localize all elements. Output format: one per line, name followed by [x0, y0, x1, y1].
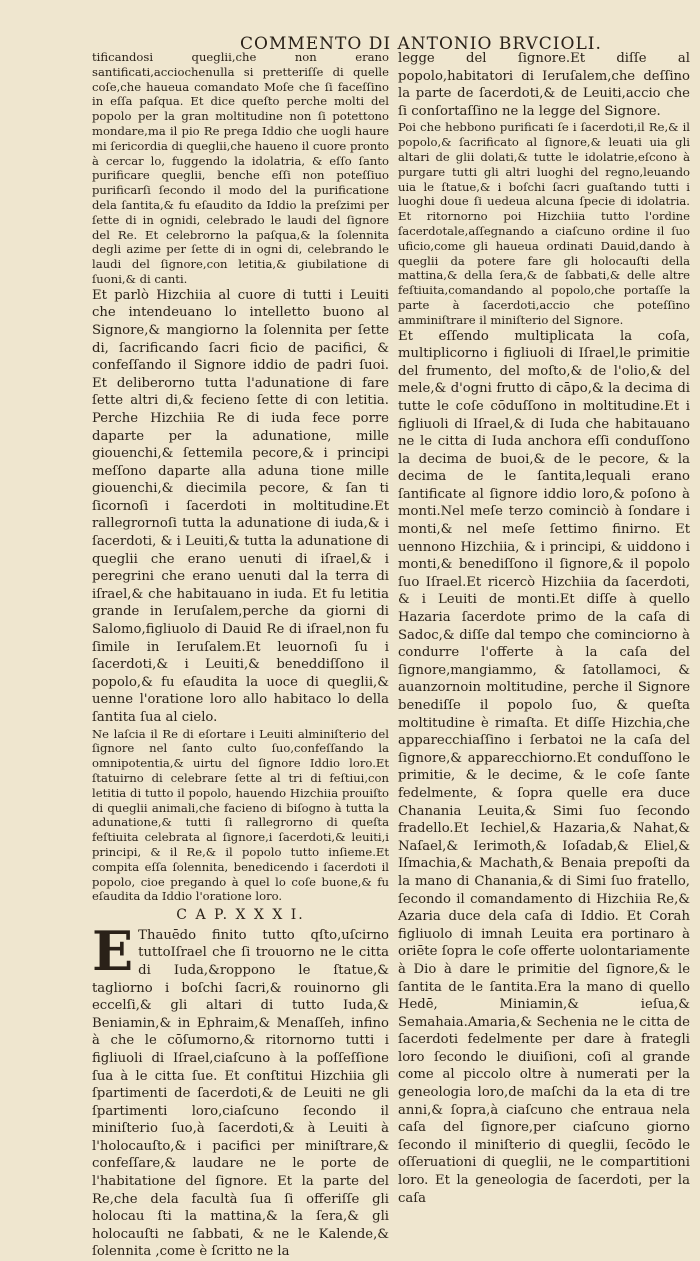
commentary-paragraph: tificandosi queglii,che non erano santificati,acciochenulla si pretteriſſe di quelle coſe,che haueua comandato Moſe che ſi faceſſino in eſſa paſqua. Et dice queſto perche molti del popolo per la gran moltitudine non ſi potettono mondare,ma il pio Re prega Iddio che uogli haure mi ſericordia di queglii,che haueno il cuore pronto à cercar lo, fuggendo la idolatria, & eſſo ſanto purificare queglii, benche eſſi non poteſſiuo purificarſi ſecondo il modo del la purificatione dela ſantita,& fu eſaudito da Iddio la preſzimi per ſette di in ognidi, celebrado le laudi del ſignore del Re. Et celebrorno la paſqua,& la ſolennita degli azime per ſette di in ogni di, celebrando le laudi del ſignore,con letitia,& giubilatione di ſuoni,& di canti. [92, 50, 389, 286]
chapter-heading: C A P. X X X I. [176, 907, 305, 924]
commentary-paragraph: Poi che hebbono purificati ſe i ſacerdoti,il Re,& il popolo,& ſacrificato al ſignore,& leuati uia gli altari de glii dolati,& tutte le idolatrie,eſcono à purgare tutti gli altri luoghi del regno,leuando uia le ſtatue,& i boſchi ſacri guaſtando tutti i luoghi doue ſi uedeua alcuna ſpecie di idolatria. Et ritornorno poi Hizchiia tutto l'ordine ſacerdotale,aſſegnando a ciaſcuno ordine il ſuo uficio,come gli haueua ordinati Dauid,dando à queglii da potere fare gli holocauſti della mattina,& della ſera,& de ſabbati,& delle altre feſtiuita,comandando al popolo,che portaſſe la parte à ſacerdoti,accio che poteſſino amminiſtrare il miniſterio del Signore. [398, 120, 690, 327]
scripture-paragraph: Et parlò Hizchiia al cuore di tutti i Leuiti che intendeuano lo intelletto buono al Signore,& mangiorno la ſolennita per ſette di, ſacrificando ſacri ficio de pacifici, & confeſſando il Signore iddio de padri ſuoi. Et deliberorno tutta l'adunatione di fare ſette altri di,& fecieno ſette di con letitia. Perche Hizchiia Re di iuda fece porre daparte per la adunatione, mille giouenchi,& ſettemila pecore,& i principi meſſono daparte alla aduna tione mille giouenchi,& diecimila pecore, & ſan ti ſicornoſi i ſacerdoti in moltitudine.Et rallegrornoſi tutta la adunatione di iuda,& i ſacerdoti, & i Leuiti,& tutta la adunatione di queglii che erano uenuti di iſrael,& i peregrini che erano uenuti dal la terra di iſrael,& che habitauano in iuda. Et fu letitia grande in Ieruſalem,perche da giorni di Salomo,figliuolo di Dauid Re di iſrael,non fu ſimile in Ieruſalem.Et leuornoſi ſu i ſacerdoti,& i Leuiti,& beneddiſſono il popolo,& fu eſaudita la uoce di queglii,& uenne l'oratione loro allo habitaco lo della ſantita ſua al cielo. [92, 287, 389, 725]
drop-capital: E [92, 918, 134, 983]
chapter-text: Thauēdo finito tutto qſto,uſcirno tuttoIſrael che ſi trouorno ne le citta di Iuda,&roppono le ſtatue,& tagliorno i boſchi ſacri,& rouinorno gli eccelſi,& gli altari di tutto Iuda,& Beniamin,& in Ephraim,& Menaſſeh, infino à che le cōſumorno,& ritornorno tutti i figliuoli di Iſrael,ciaſcuno à la poſſeſſione ſua à le citta ſue. Et conſtitui Hizchiia gli ſpartimenti de ſacerdoti,& de Leuiti ne gli ſpartimenti loro,ciaſcuno ſecondo il miniſterio ſuo,à ſacerdoti,& à Leuiti à l'holocauſto,& i pacifici per miniſtrare,& confeſſare,& laudare ne le porte de l'habitatione del ſignore. Et la parte del Re,che dela facultà ſua ſi offeriſſe gli holocau ſti la mattina,& la ſera,& gli holocauſti ne ſabbati, & ne le Kalende,& ſolennita ,come è ſcritto ne la [92, 927, 389, 1260]
left-column [92, 50, 389, 1261]
running-header: COMMENTO DI ANTONIO BRVCIOLI. [240, 34, 602, 54]
commentary-paragraph: Ne laſcia il Re di eſortare i Leuiti alminiſterio del ſignore nel ſanto culto ſuo,confeſſando la omnipotentia,& uirtu del ſignore Iddio loro.Et ſtatuirno di celebrare ſette al tri di feſtiui,con letitia di tutto il popolo, hauendo Hizchiia prouiſto di queglii animali,che facieno di biſogno à tutta la adunatione,& tutti ſi rallegrorno di queſta feſtiuita celebrata al ſignore,i ſacerdoti,& leuiti,i principi, & il Re,& il popolo tutto inſieme.Et compita eſſa ſolennita, benedicendo i ſacerdoti il popolo, cioe pregando à quel lo coſe buone,& fu eſaudita da Iddio l'oratione loro. [92, 726, 389, 904]
right-column [398, 50, 690, 1207]
scripture-paragraph: Et eſſendo multiplicata la coſa, multiplicorno i figliuoli di Iſrael,le primitie del frumento, del moſto,& de l'olio,& del mele,& d'ogni frutto di cāpo,& la decima di tutte le coſe cōduſſono in moltitudine.Et i figliuoli di Iſrael,& di Iuda che habitauano ne le citta di Iuda anchora eſſi conduſſono la decima de buoi,& de le pecore, & la decima de le ſantita,lequali erano ſantificate al ſignore iddio loro,& poſono à monti.Nel meſe terzo cominciò à ſondare i monti,& nel meſe ſettimo finirno. Et uennono Hizchiia, & i principi, & uiddono i monti,& benediſſono il ſignore,& il popolo ſuo Iſrael.Et ricercò Hizchiia da ſacerdoti, & i Leuiti de monti.Et diſſe à quello Hazaria ſacerdote primo de la caſa di Sadoc,& diſſe dal tempo che cominciorno à condurre l'offerte à la caſa del ſignore,mangiammo, & ſatollamoci, & auanzornoin moltitudine, perche il Signore benediſſe il popolo ſuo, & queſta moltitudine è rimaſta. Et diſſe Hizchia,che apparecchiaſſino i ſerbatoi ne la caſa del ſignore,& apparecchiorno.Et conduſſono le primitie, & le decime, & le coſe ſante fedelmente, & ſopra quelle era duce Chanania Leuita,& Simi ſuo ſecondo fradello.Et Iechiel,& Hazaria,& Nahat,& Naſael,& Ierimoth,& Ioſadab,& Eliel,& Iſmachia,& Machath,& Benaia prepoſti da la mano di Chanania,& di Simi ſuo fratello, ſecondo il comandamento di Hizchiia Re,& Azaria duce dela caſa di Iddio. Et Corah figliuolo di imnah Leuita era portinaro à oriēte ſopra le coſe offerte uolontariamente à Dio à dare le primitie del ſignore,& le ſantita de le ſantita.Era la mano di quello Hedē, Miniamin,& ieſua,& Semahaia.Amaria,& Sechenia ne le citta de ſacerdoti fedelmente per dare à frategli loro ſecondo le diuiſioni, coſi al grande come al piccolo oltre à numerati per la geneologia loro,de maſchi da la eta di tre anni,& ſopra,à ciaſcuno che entraua nela caſa del ſignore,per ciaſcuno giorno ſecondo il miniſterio di queglii, ſecōdo le oſſeruationi di queglii, ne le compartitioni loro. Et la geneologia de ſacerdoti, per la caſa [398, 328, 690, 1206]
scripture-paragraph [92, 918, 389, 1261]
scripture-paragraph: legge del ſignore.Et diſſe al popolo,habitatori di Ieruſalem,che deſſino la parte de ſacerdoti,& de Leuiti,accio che ſi conſortaſſino ne la legge del Signore. [398, 51, 690, 119]
